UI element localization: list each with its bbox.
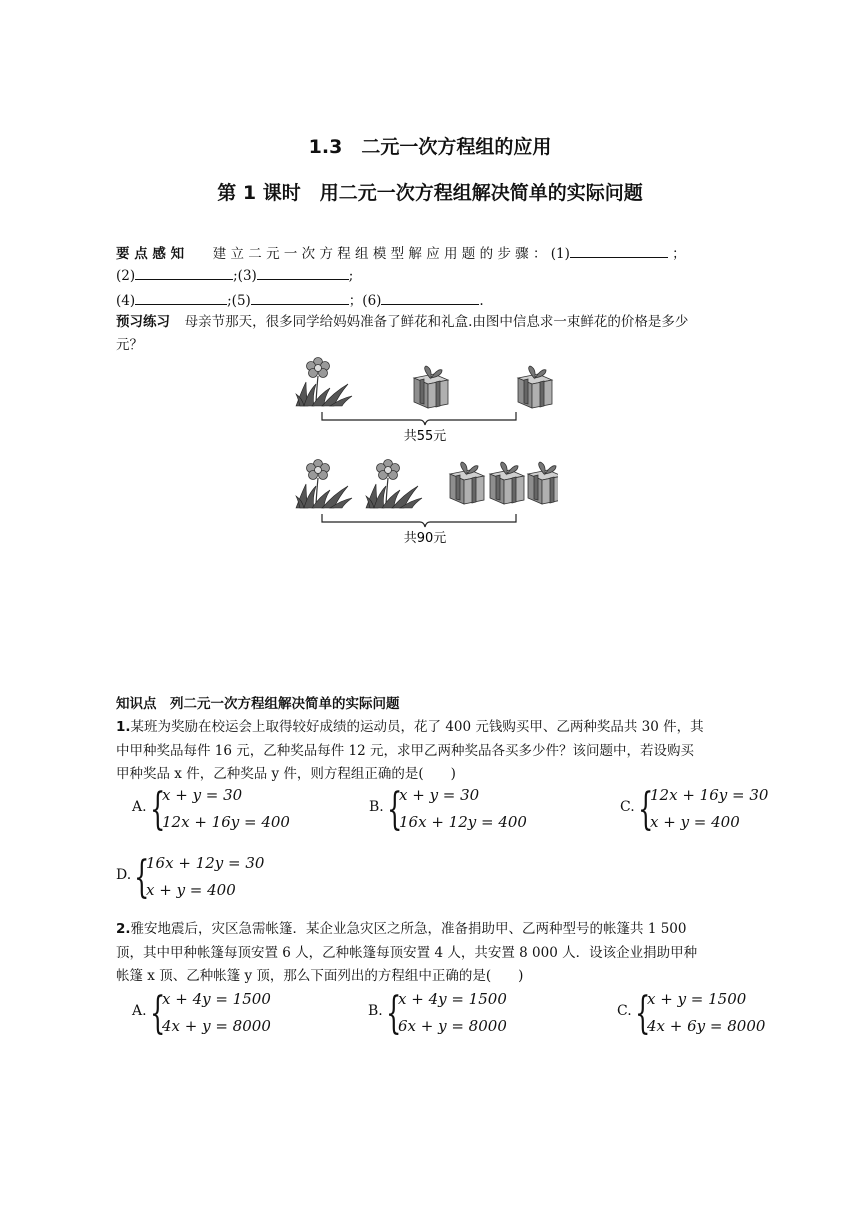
option-label: B. <box>368 1003 383 1019</box>
equation-1: 12x + 16y = 30 <box>650 786 769 804</box>
step-6-blank[interactable] <box>381 291 479 305</box>
step-2-blank[interactable] <box>135 266 233 280</box>
flowers-gifts-figure <box>292 348 558 548</box>
key-points-line1: 要 点 感 知 建 立 二 元 一 次 方 程 组 模 型 解 应 用 题 的 步 骤 ： (1) ； <box>116 246 686 262</box>
key-points-line2: (2) ;(3) ; <box>116 268 354 284</box>
q2-line3: 帐篷 x 顶、乙种帐篷 y 顶，那么下面列出的方程组中正确的是( ) <box>116 968 524 984</box>
step-4-blank[interactable] <box>135 291 227 305</box>
equation-2: 6x + y = 8000 <box>398 1017 507 1035</box>
q2-number: 2. <box>116 921 131 937</box>
preview-text: 母亲节那天，很多同学给妈妈准备了鲜花和礼盒.由图中信息求一束鲜花的价格是多少 <box>184 314 689 330</box>
knowledge-point-heading: 知识点 列二元一次方程组解决简单的实际问题 <box>116 696 400 712</box>
equation-1: x + y = 30 <box>399 786 480 804</box>
top-caption: 共55元 <box>403 429 447 444</box>
equation-2: 12x + 16y = 400 <box>162 813 290 831</box>
option-label: C. <box>620 799 635 815</box>
step-6-label: ；(6) <box>348 293 382 309</box>
preview-line1 <box>116 310 688 330</box>
step-1-blank[interactable] <box>570 244 668 258</box>
bottom-brace <box>322 514 516 527</box>
equation-1: 16x + 12y = 30 <box>146 854 265 872</box>
q1-number: 1. <box>116 719 131 735</box>
q2-line2: 顶，其中甲种帐篷每顶安置 6 人，乙种帐篷每顶安置 4 人，共安置 8 000 人．设该企业捐助甲种 <box>116 945 698 961</box>
key-points-text: 建 立 二 元 一 次 方 程 组 模 型 解 应 用 题 的 步 骤 ： <box>212 246 547 262</box>
q2-text1: 雅安地震后，灾区急需帐篷．某企业急灾区之所急，准备捐助甲、乙两种型号的帐篷共 1 500 <box>130 921 687 937</box>
equation-2: 16x + 12y = 400 <box>399 813 527 831</box>
left-brace: { <box>635 988 651 1039</box>
equation-2: x + y = 400 <box>650 813 740 831</box>
option-label: A. <box>132 1003 147 1019</box>
key-points-label: 要 点 感 知 <box>116 246 185 262</box>
left-brace: { <box>638 784 654 835</box>
equation-1: x + 4y = 1500 <box>162 990 271 1008</box>
left-brace: { <box>387 784 403 835</box>
left-brace: { <box>386 988 402 1039</box>
left-brace: { <box>150 784 166 835</box>
step-5-label: ;(5) <box>227 293 251 309</box>
q1-line1 <box>116 715 704 735</box>
step-3-label: ;(3) <box>233 268 257 284</box>
bottom-caption: 共90元 <box>403 531 447 546</box>
equation-2: 4x + y = 8000 <box>162 1017 271 1035</box>
step-1-label: (1) <box>550 246 570 262</box>
option-label: B. <box>369 799 384 815</box>
top-brace <box>322 412 516 425</box>
q1-line2: 中甲种奖品每件 16 元，乙种奖品每件 12 元，求甲乙两种奖品各买多少件？该问题中，若设购买 <box>116 743 695 759</box>
equation-2: 4x + 6y = 8000 <box>647 1017 766 1035</box>
equation-1: x + y = 30 <box>162 786 243 804</box>
preview-line2: 元？ <box>116 337 143 353</box>
equation-1: x + y = 1500 <box>647 990 747 1008</box>
equation-2: x + y = 400 <box>146 881 236 899</box>
option-label: D. <box>116 867 132 883</box>
q1-line3: 甲种奖品 x 件，乙种奖品 y 件，则方程组正确的是( ) <box>116 766 456 782</box>
option-label: C. <box>617 1003 632 1019</box>
lesson-subtitle: 第 1 课时 用二元一次方程组解决简单的实际问题 <box>217 182 643 204</box>
q2-line1 <box>116 917 686 937</box>
key-points-line3: (4) ;(5) ；(6) . <box>116 293 484 309</box>
q1-text1: 某班为奖励在校运会上取得较好成绩的运动员，花了 400 元钱购买甲、乙两种奖品共 30 件，其 <box>130 719 704 735</box>
left-brace: { <box>134 852 150 903</box>
left-brace: { <box>150 988 166 1039</box>
step-2-label: (2) <box>116 268 136 284</box>
option-label: A. <box>132 799 147 815</box>
lesson-title: 1.3 二元一次方程组的应用 <box>308 136 552 158</box>
step-3-blank[interactable] <box>257 266 349 280</box>
step-5-blank[interactable] <box>251 291 349 305</box>
step-4-label: (4) <box>116 293 136 309</box>
equation-1: x + 4y = 1500 <box>398 990 507 1008</box>
preview-label: 预习练习 <box>116 314 170 330</box>
